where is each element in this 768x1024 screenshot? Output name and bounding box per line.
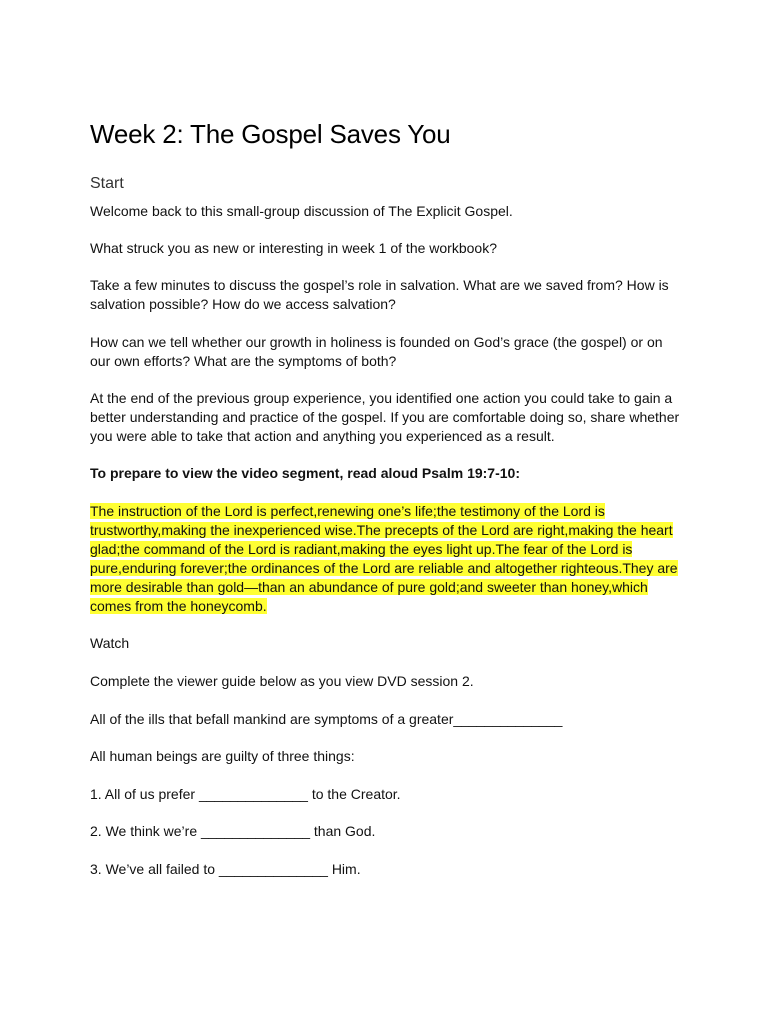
psalm-passage	[90, 502, 680, 616]
page-title: Week 2: The Gospel Saves You	[90, 119, 451, 149]
fill-in-item-2: 2. We think we’re ______________ than God.	[90, 823, 376, 839]
prepare-instruction: To prepare to view the video segment, read aloud Psalm 19:7-10:	[90, 465, 520, 481]
fill-in-item-1: 1. All of us prefer ______________ to the Creator.	[90, 786, 401, 802]
struck-question: What struck you as new or interesting in week 1 of the workbook?	[90, 240, 497, 256]
viewer-guide-instruction: Complete the viewer guide below as you view DVD session 2.	[90, 673, 474, 689]
guilty-statement: All human beings are guilty of three things:	[90, 748, 355, 764]
salvation-question: Take a few minutes to discuss the gospel’s role in salvation. What are we saved from? How is salvation possible? How do we access salvation?	[90, 277, 669, 312]
ills-fill-in: All of the ills that befall mankind are symptoms of a greater______________	[90, 711, 563, 727]
psalm-highlighted-text: The instruction of the Lord is perfect,renewing one’s life;the testimony of the Lord is trustworthy,making the inexperienced wise.The precepts of the Lord are right,making the heart glad;the command of the Lord is radiant,making the eyes light up.The fear of the Lord is pure,enduring forever;the ordinances of the Lord are reliable and altogether righteous.They are more desirable than gold—than an abundance of pure gold;and sweeter than honey,which comes from the honeycomb.	[90, 503, 678, 614]
fill-in-item-3: 3. We’ve all failed to ______________ Him.	[90, 861, 361, 877]
welcome-paragraph: Welcome back to this small-group discussion of The Explicit Gospel.	[90, 203, 513, 219]
action-paragraph: At the end of the previous group experience, you identified one action you could take to gain a better understanding and practice of the gospel. If you are comfortable doing so, share whether you were able to take that action and anything you experienced as a result.	[90, 390, 680, 444]
section-heading-start: Start	[90, 175, 124, 192]
holiness-question: How can we tell whether our growth in holiness is founded on God’s grace (the gospel) or on our own efforts? What are the symptoms of both?	[90, 334, 663, 369]
watch-heading: Watch	[90, 635, 130, 651]
